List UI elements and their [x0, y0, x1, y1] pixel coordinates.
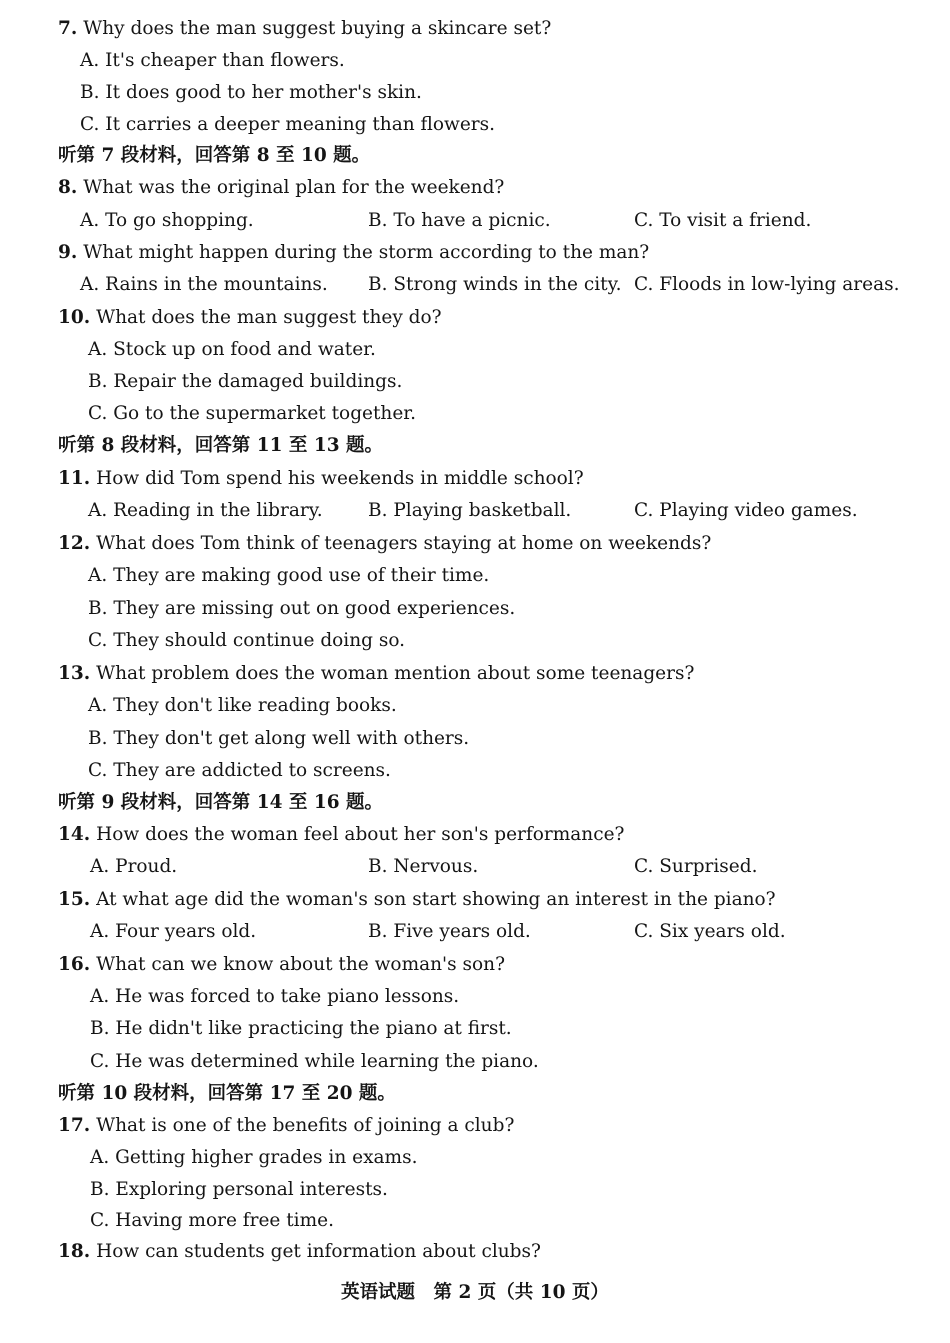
question-13 [58, 658, 694, 690]
option-9a: A. Rains in the mountains. [80, 274, 328, 295]
question-number: 10. [58, 307, 91, 328]
option-13c: C. They are addicted to screens. [88, 760, 391, 781]
option-14c: C. Surprised. [634, 856, 758, 877]
section-heading-7: 听第 7 段材料，回答第 8 至 10 题。 [58, 145, 371, 166]
option-8c: C. To visit a friend. [634, 210, 812, 231]
question-18 [58, 1236, 541, 1268]
option-7b: B. It does good to her mother's skin. [80, 82, 422, 103]
question-14 [58, 819, 624, 851]
option-10c: C. Go to the supermarket together. [88, 403, 416, 424]
question-text: What might happen during the storm according to the man? [83, 242, 650, 263]
question-text: What is one of the benefits of joining a club? [96, 1115, 515, 1136]
question-10 [58, 302, 442, 334]
option-12a: A. They are making good use of their time. [88, 565, 490, 586]
question-text: What does Tom think of teenagers staying at home on weekends? [96, 533, 712, 554]
option-11b: B. Playing basketball. [368, 500, 572, 521]
option-15b: B. Five years old. [368, 921, 531, 942]
option-14b: B. Nervous. [368, 856, 479, 877]
option-11c: C. Playing video games. [634, 500, 858, 521]
question-8 [58, 172, 504, 204]
option-17c: C. Having more free time. [90, 1210, 334, 1231]
question-text: How does the woman feel about her son's performance? [96, 824, 625, 845]
option-9b: B. Strong winds in the city. [368, 274, 622, 295]
question-text: Why does the man suggest buying a skincare set? [83, 18, 552, 39]
option-8b: B. To have a picnic. [368, 210, 551, 231]
option-7a: A. It's cheaper than flowers. [80, 50, 345, 71]
question-number: 14. [58, 824, 91, 845]
option-16b: B. He didn't like practicing the piano at first. [90, 1018, 512, 1039]
option-10a: A. Stock up on food and water. [88, 339, 376, 360]
question-15 [58, 884, 776, 916]
question-text: What can we know about the woman's son? [96, 954, 505, 975]
question-number: 16. [58, 954, 91, 975]
option-12b: B. They are missing out on good experiences. [88, 598, 516, 619]
question-number: 7. [58, 18, 78, 39]
option-10b: B. Repair the damaged buildings. [88, 371, 403, 392]
section-heading-9: 听第 9 段材料，回答第 14 至 16 题。 [58, 792, 384, 813]
question-text: How can students get information about clubs? [96, 1241, 541, 1262]
page-footer: 英语试题 第 2 页（共 10 页） [341, 1282, 609, 1303]
section-heading-8: 听第 8 段材料，回答第 11 至 13 题。 [58, 435, 384, 456]
option-17b: B. Exploring personal interests. [90, 1179, 388, 1200]
question-number: 12. [58, 533, 91, 554]
question-7 [58, 13, 551, 45]
question-number: 11. [58, 468, 91, 489]
option-11a: A. Reading in the library. [88, 500, 323, 521]
question-number: 9. [58, 242, 78, 263]
option-13b: B. They don't get along well with others. [88, 728, 470, 749]
option-13a: A. They don't like reading books. [88, 695, 397, 716]
question-11 [58, 463, 584, 495]
question-number: 13. [58, 663, 91, 684]
option-17a: A. Getting higher grades in exams. [90, 1147, 418, 1168]
option-15a: A. Four years old. [90, 921, 257, 942]
question-text: How did Tom spend his weekends in middle school? [96, 468, 584, 489]
question-text: At what age did the woman's son start showing an interest in the piano? [96, 889, 776, 910]
question-16 [58, 949, 505, 981]
option-7c: C. It carries a deeper meaning than flowers. [80, 114, 496, 135]
question-number: 8. [58, 177, 78, 198]
option-12c: C. They should continue doing so. [88, 630, 406, 651]
question-number: 17. [58, 1115, 91, 1136]
option-15c: C. Six years old. [634, 921, 786, 942]
option-14a: A. Proud. [90, 856, 178, 877]
section-heading-10: 听第 10 段材料，回答第 17 至 20 题。 [58, 1083, 396, 1104]
question-number: 18. [58, 1241, 91, 1262]
question-text: What problem does the woman mention about some teenagers? [96, 663, 695, 684]
option-9c: C. Floods in low-lying areas. [634, 274, 900, 295]
option-16c: C. He was determined while learning the piano. [90, 1051, 539, 1072]
question-9 [58, 237, 649, 269]
question-number: 15. [58, 889, 91, 910]
question-text: What does the man suggest they do? [96, 307, 442, 328]
question-12 [58, 528, 711, 560]
question-17 [58, 1110, 514, 1142]
option-16a: A. He was forced to take piano lessons. [90, 986, 460, 1007]
question-text: What was the original plan for the weekend? [83, 177, 505, 198]
option-8a: A. To go shopping. [80, 210, 254, 231]
